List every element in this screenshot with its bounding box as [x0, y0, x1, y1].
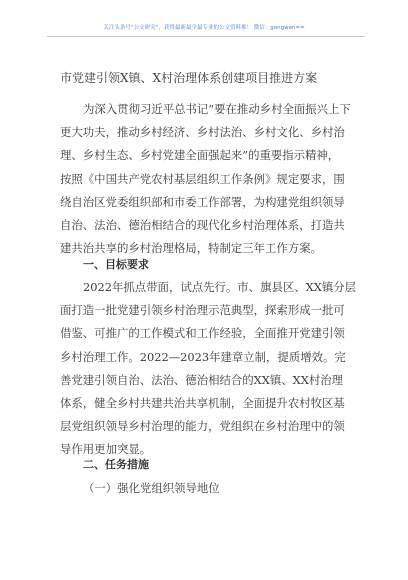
- goals-paragraph: [60, 276, 360, 462]
- paragraph-line: 乡村治理工作。2022—2023年建章立制，提质增效。完: [60, 349, 346, 364]
- section-heading-tasks: 二、任务措施: [83, 458, 149, 471]
- paragraph-line: 更大功夫，推动乡村经济、乡村法治、乡村文化、乡村治: [60, 125, 345, 140]
- paragraph-line: 理、乡村生态、乡村党建全面强起来”的重要指示精神，: [60, 148, 340, 163]
- header-divider: [47, 36, 365, 37]
- paragraph-line: 为深入贯彻习近平总书记“要在推动乡村全面振兴上下: [83, 102, 351, 116]
- header-banner[interactable]: 关注头条号“公文研究”，获得最新最全最专业的公文资料推！ 微信：gongwen==: [103, 25, 305, 31]
- document-title: 市党建引领X镇、X村治理体系创建项目推进方案: [60, 71, 318, 85]
- paragraph-line: 绕自治区党委组织部和市委工作部署，为构建党组织领导: [60, 194, 345, 209]
- paragraph-line: 导作用更加突显。: [60, 442, 152, 457]
- subsection-heading-party-leadership: （一）强化党组织领导地位: [83, 481, 220, 495]
- paragraph-line: 层党组织领导乡村治理的能力，党组织在乡村治理中的领: [60, 419, 345, 434]
- paragraph-line: 借鉴、可推广的工作模式和工作经验，全面推开党建引领: [60, 326, 345, 341]
- paragraph-line: 善党建引领自治、法治、德治相结合的XX镇、XX村治理: [60, 372, 344, 387]
- paragraph-line: 面打造一批党建引领乡村治理示范典型，探索形成一批可: [60, 303, 345, 318]
- paragraph-line: 体系，健全乡村共建共治共享机制，全面提升农村牧区基: [60, 395, 345, 410]
- paragraph-line: 按照《中国共产党农村基层组织工作条例》规定要求，围: [60, 171, 345, 186]
- paragraph-line: 2022年抓点带面，试点先行。市、旗县区、XX镇分层: [83, 280, 357, 294]
- intro-paragraph: [60, 98, 360, 260]
- paragraph-line: 自治、法治、德治相结合的现代化乡村治理体系，打造共: [60, 217, 345, 232]
- section-heading-goals: 一、目标要求: [83, 258, 149, 271]
- paragraph-line: 建共治共享的乡村治理格局，特制定三年工作方案。: [60, 241, 322, 256]
